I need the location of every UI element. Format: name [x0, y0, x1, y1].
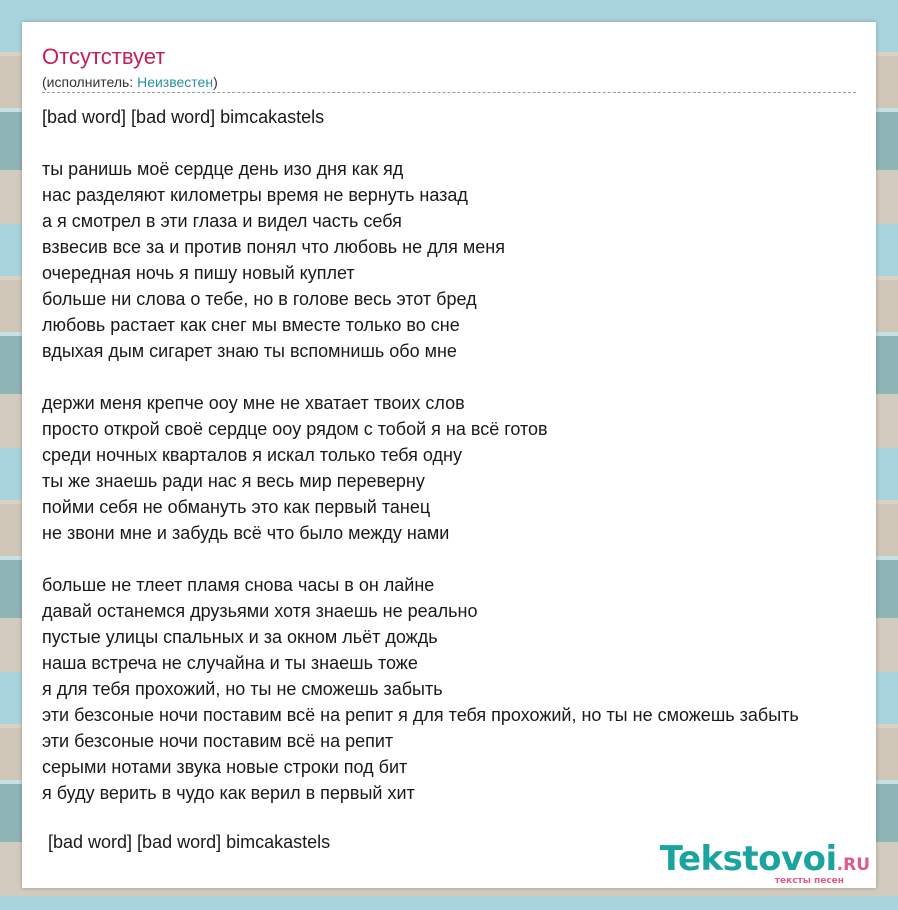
- stanza-break: [42, 130, 799, 156]
- lyric-line: пойми себя не обмануть это как первый танец: [42, 497, 431, 517]
- lyric-line: больше не тлеет пламя снова часы в он лайне: [42, 575, 435, 595]
- lyric-line: давай останемся друзьями хотя знаешь не реально: [42, 601, 478, 621]
- lyrics-card: [22, 22, 876, 888]
- lyrics-header-line: [bad word] [bad word] bimcakastels: [42, 107, 325, 127]
- lyric-line: пустые улицы спальных и за окном льёт дождь: [42, 627, 438, 647]
- logo-name: Tekstovoi: [659, 839, 837, 879]
- lyric-line: наша встреча не случайна и ты знаешь тоже: [42, 653, 418, 673]
- logo-tld: .RU: [836, 855, 870, 875]
- artist-prefix: (исполнитель:: [42, 74, 138, 90]
- title-divider: [42, 92, 856, 93]
- lyric-line: ты же знаешь ради нас я весь мир переверну: [42, 471, 425, 491]
- lyrics-lines: [42, 130, 799, 806]
- artist-suffix: ): [213, 74, 218, 90]
- lyric-line: взвесив все за и против понял что любовь не для меня: [42, 237, 505, 257]
- lyric-line: а я смотрел в эти глаза и видел часть себя: [42, 211, 402, 231]
- artist-link[interactable]: Неизвестен: [137, 74, 214, 90]
- lyric-line: вдыхая дым сигарет знаю ты вспомнишь обо мне: [42, 341, 457, 361]
- lyric-line: нас разделяют километры время не вернуть назад: [42, 185, 468, 205]
- lyrics-body: [42, 104, 799, 806]
- lyrics-footer-line: [bad word] [bad word] bimcakastels: [48, 832, 331, 852]
- lyric-line: серыми нотами звука новые строки под бит: [42, 757, 408, 777]
- lyric-line: очередная ночь я пишу новый куплет: [42, 263, 355, 283]
- song-title: Отсутствует: [42, 44, 166, 69]
- lyric-line: держи меня крепче оoу мне не хватает твоих слов: [42, 393, 465, 413]
- site-logo[interactable]: [659, 839, 870, 886]
- lyric-line: любовь растает как снег мы вместе только во сне: [42, 315, 460, 335]
- lyric-line: среди ночных кварталов я искал только тебя одну: [42, 445, 462, 465]
- stanza-break: [42, 546, 799, 572]
- artist-line: [42, 74, 218, 90]
- lyric-line: ты ранишь моё сердце день изо дня как яд: [42, 159, 404, 179]
- lyric-line: эти безсоные ночи поставим всё на репит я для тебя прохожий, но ты не сможешь забыть: [42, 705, 799, 725]
- stanza-break: [42, 364, 799, 390]
- lyric-line: не звони мне и забудь всё что было между нами: [42, 523, 450, 543]
- lyric-line: больше ни слова о тебе, но в голове весь этот бред: [42, 289, 477, 309]
- lyric-line: просто открой своё сердце оoу рядом с тобой я на всё готов: [42, 419, 548, 439]
- lyric-line: я буду верить в чудо как верил в первый хит: [42, 783, 415, 803]
- logo-tagline: тексты песен: [774, 876, 844, 886]
- lyric-line: эти безсоные ночи поставим всё на репит: [42, 731, 394, 751]
- lyric-line: я для тебя прохожий, но ты не сможешь забыть: [42, 679, 443, 699]
